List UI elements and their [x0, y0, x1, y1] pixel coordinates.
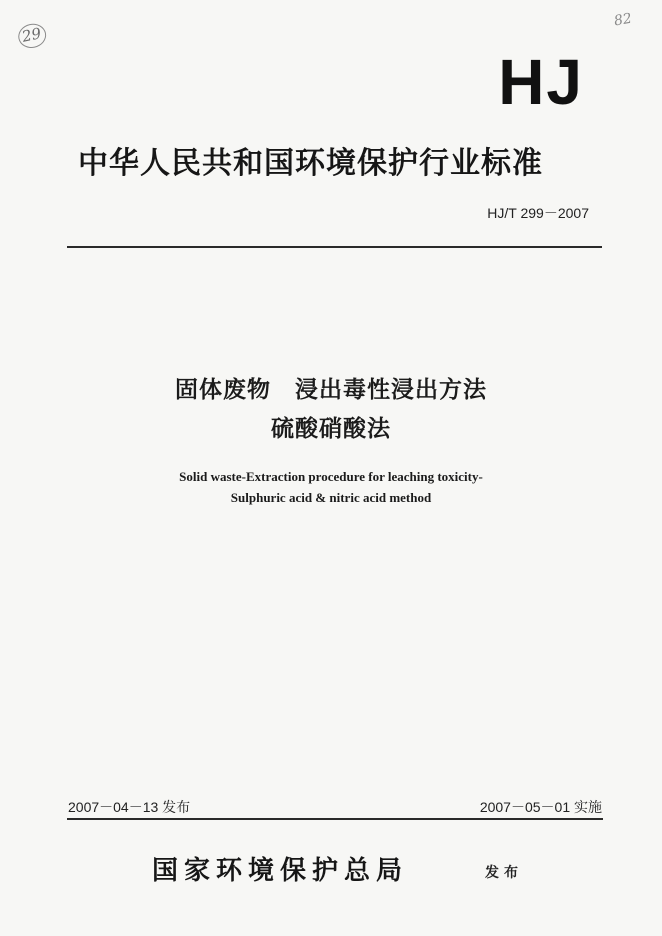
- issue-date: 2007－04－13 发布: [68, 799, 191, 815]
- handwritten-corner-mark: 82: [612, 10, 634, 30]
- issued-by-label: 发布: [485, 865, 523, 881]
- standard-category-title: 中华人民共和国环境保护行业标准: [78, 146, 543, 181]
- english-title-line-1: Solid waste-Extraction procedure for leaching toxicity-: [179, 469, 483, 484]
- chinese-title-line-1: 固体废物 浸出毒性浸出方法: [175, 377, 487, 403]
- handwritten-page-mark: 29: [20, 24, 43, 46]
- issuing-authority: 国家环境保护总局: [152, 856, 409, 886]
- chinese-title-line-2: 硫酸硝酸法: [271, 416, 391, 442]
- effective-date: 2007－05－01 实施: [479, 799, 602, 815]
- header-divider: [67, 246, 602, 248]
- standard-number: HJ/T 299－2007: [487, 205, 589, 221]
- footer-divider: [67, 818, 603, 820]
- hj-logo: HJ: [498, 46, 584, 118]
- english-title-line-2: Sulphuric acid & nitric acid method: [230, 490, 432, 505]
